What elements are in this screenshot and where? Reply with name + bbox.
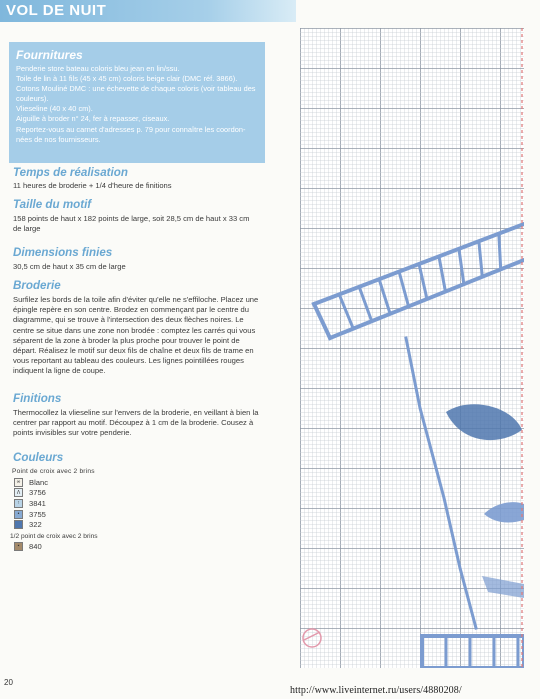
- swatch-symbol: [14, 520, 23, 529]
- legend-code: 3841: [29, 498, 46, 508]
- supplies-line: Aiguille à broder n° 24, fer à repasser, ciseaux.: [16, 114, 170, 124]
- supplies-line: Vlieseline (40 x 40 cm).: [16, 104, 93, 114]
- page-number: 20: [4, 678, 13, 687]
- legend-row: [12, 509, 212, 520]
- colors-title: Couleurs: [13, 451, 64, 464]
- size-title: Taille du motif: [13, 198, 92, 211]
- legend-row: [12, 498, 212, 509]
- size-line: de large: [13, 224, 41, 234]
- supplies-line: Penderie store bateau coloris bleu jean en lin/ssu.: [16, 64, 180, 73]
- finishing-line: points invisibles sur votre penderie.: [13, 428, 132, 438]
- supplies-line: nées de nos fournisseurs.: [16, 134, 101, 144]
- time-text: [13, 181, 265, 191]
- cross-stitch-header: Point de croix avec 2 brins: [12, 468, 95, 475]
- dims-text: [13, 262, 265, 272]
- dims-line: 30,5 cm de haut x 35 cm de large: [13, 262, 126, 271]
- embroidery-line: centre se situe dans une zone non brodée : comptez les carrés qui vous: [13, 325, 256, 335]
- swatch-symbol: ▪: [14, 542, 23, 551]
- legend-row: [12, 541, 212, 552]
- finishing-line: centrer par rapport au motif. Découpez à 1 cm de la broderie. Cousez à: [13, 418, 254, 428]
- legend-code: 3756: [29, 488, 46, 498]
- supplies-list: [16, 64, 262, 145]
- supplies-title: Fournitures: [16, 48, 83, 62]
- embroidery-line: séparent de la zone à broder la plus proche pour trouver le point de: [13, 335, 240, 345]
- embroidery-line: indiquent la ligne de coupe.: [13, 366, 106, 376]
- legend-row: [12, 488, 212, 499]
- embroidery-line: épingle repère en son centre. Brodez en commençant par le centre du: [13, 305, 249, 315]
- embroidery-line: Surfilez les bords de la toile afin d'éviter qu'elle ne s'effiloche. Placez une: [13, 295, 259, 304]
- legend-row: [12, 477, 212, 488]
- chart-background: [300, 28, 524, 668]
- swatch-symbol: ∞: [14, 478, 23, 487]
- supplies-line: Toile de lin à 11 fils (45 x 45 cm) coloris beige clair (DMC réf. 3866).: [16, 74, 238, 84]
- legend-code: 3755: [29, 509, 46, 519]
- embroidery-line: départ. Réalisez le motif sur deux fils de chaîne et deux fils de trame en: [13, 346, 254, 356]
- swatch-symbol: ↑: [14, 499, 23, 508]
- size-text: [13, 214, 265, 234]
- supplies-line: Reportez-vous au carnet d'adresses p. 79 pour connaître les coordon-: [16, 124, 246, 134]
- supplies-box: [9, 42, 265, 163]
- half-stitch-header: 1/2 point de croix avec 2 brins: [10, 532, 98, 540]
- supplies-line: couleurs).: [16, 94, 49, 104]
- embroidery-line: diagramme, qui se trouve à l'intersection des deux flèches noires. Le: [13, 315, 244, 325]
- legend-code: 840: [29, 541, 42, 551]
- finishing-line: Thermocollez la vlieseline sur l'envers de la broderie, en veillant à bien la: [13, 408, 259, 417]
- embroidery-line: vous reportant au tableau des couleurs. Les lignes pointillées rouges: [13, 356, 244, 366]
- time-line: 11 heures de broderie + 1/4 d'heure de finitions: [13, 181, 172, 190]
- finishing-text: [13, 408, 265, 439]
- legend-row: [12, 519, 212, 530]
- swatch-symbol: •: [14, 510, 23, 519]
- legend-code: 322: [29, 520, 42, 530]
- size-line: 158 points de haut x 182 points de large, soit 28,5 cm de haut x 33 cm: [13, 214, 250, 223]
- dims-title: Dimensions finies: [13, 246, 113, 259]
- legend-code: Blanc: [29, 477, 48, 487]
- supplies-line: Cotons Mouliné DMC : une échevette de chaque coloris (voir tableau des: [16, 84, 256, 94]
- time-title: Temps de réalisation: [13, 166, 128, 179]
- color-legend: [12, 468, 212, 552]
- embroidery-title: Broderie: [13, 279, 61, 292]
- swatch-symbol: Λ: [14, 488, 23, 497]
- watermark-url: http://www.liveinternet.ru/users/4880208/: [290, 685, 462, 696]
- finishing-title: Finitions: [13, 392, 62, 405]
- motif-ladder-rung: [499, 234, 501, 270]
- embroidery-text: [13, 295, 265, 377]
- page-title: VOL DE NUIT: [6, 2, 107, 19]
- cross-stitch-chart: [300, 28, 524, 668]
